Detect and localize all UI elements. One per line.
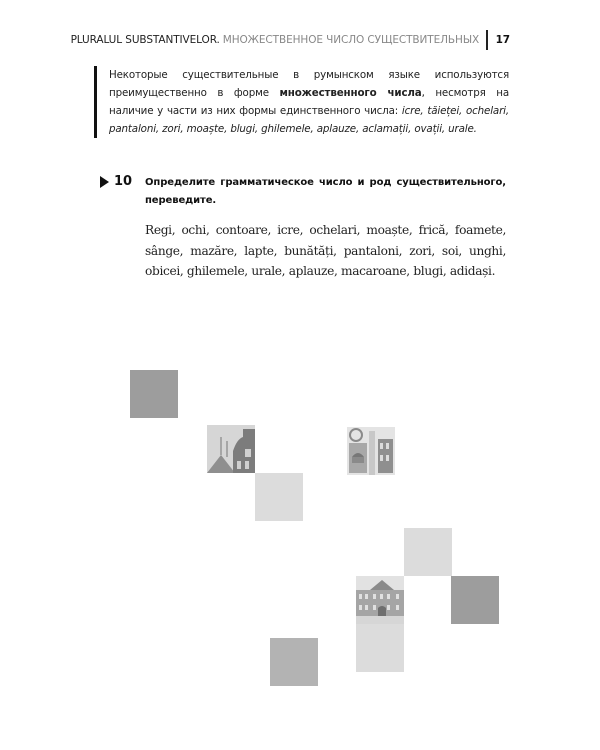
decorative-square-dark	[130, 370, 178, 418]
note-text	[97, 66, 509, 138]
note-examples: icre, tăieței, ochelari, pantaloni, zori, moaște, blugi, ghilemele, aplauze, aclamații, ovații, urale.	[109, 105, 509, 135]
facade-illustration-icon	[347, 427, 395, 475]
note-text-part1: Некоторые существительные в румынском языке используются преимущественно в форме	[109, 69, 509, 99]
header-title-latin: PLURALUL SUBSTANTIVELOR.	[70, 34, 220, 46]
running-header	[71, 32, 510, 48]
note-text-bold: множественного числа	[279, 87, 422, 99]
decorative-square-mid	[270, 638, 318, 686]
exercise-header	[100, 174, 506, 210]
photo-building-image	[356, 576, 404, 624]
triangle-right-icon	[100, 176, 109, 188]
decorative-square-light	[404, 528, 452, 576]
grammar-note	[94, 66, 509, 138]
decorative-square-light	[255, 473, 303, 521]
decorative-square-dark	[451, 576, 499, 624]
building-illustration-icon	[356, 576, 404, 624]
page-number: 17	[495, 34, 510, 46]
note-text-part2: , несмотря на наличие у части из них формы единственного числа:	[109, 87, 509, 117]
header-title-russian: МНОЖЕСТВЕННОЕ ЧИСЛО СУЩЕСТВИТЕЛЬНЫХ	[222, 34, 480, 46]
decorative-square-light	[356, 624, 404, 672]
photo-tower-image	[207, 425, 255, 473]
exercise-number: 10	[114, 174, 133, 189]
exercise-words: Regi, ochi, contoare, icre, ochelari, moaște, frică, foamete, sânge, mazăre, lapte, bunătăți, pantaloni, zori, soi, unghi, obicei, ghilemele, urale, aplauze, macaroane, blugi, adidași.	[145, 223, 506, 278]
exercise-marker	[100, 174, 145, 189]
header-divider	[486, 30, 488, 50]
photo-facade-image	[347, 427, 395, 475]
exercise-instruction: Определите грамматическое число и род существительного, переведите.	[145, 177, 506, 206]
tower-illustration-icon	[207, 425, 255, 473]
exercise-10	[100, 174, 506, 282]
